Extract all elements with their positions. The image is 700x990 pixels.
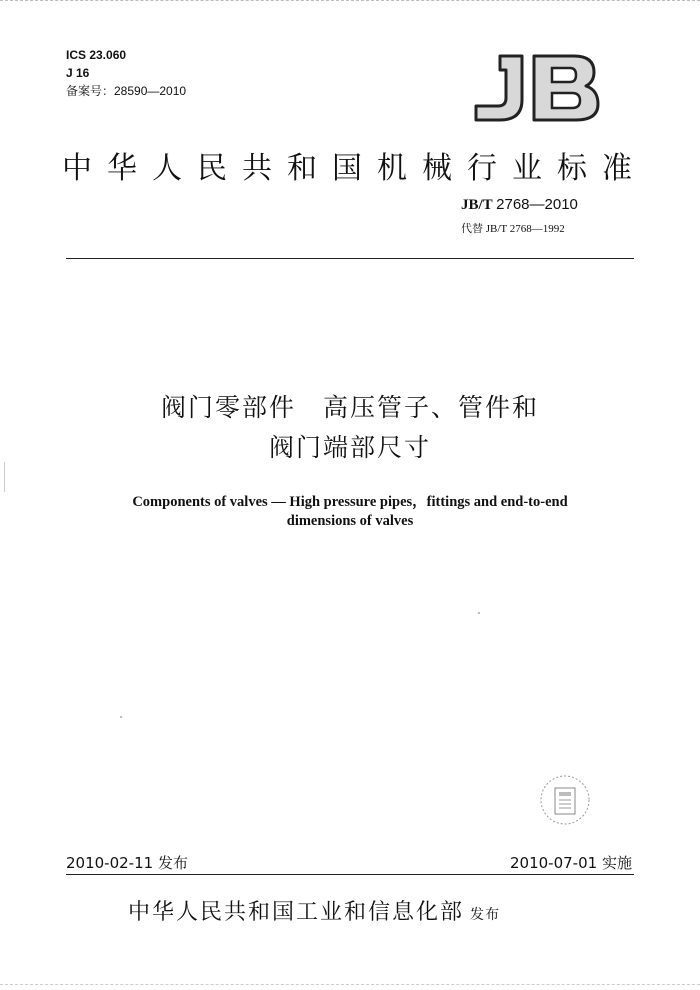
scan-speck xyxy=(478,612,480,614)
header-divider xyxy=(66,258,634,259)
standard-title: 中华人民共和国机械行业标准 xyxy=(62,151,647,186)
publisher-seal-icon xyxy=(537,772,593,828)
standard-code-prefix: JB/T xyxy=(461,197,493,213)
standard-code-number: 2768—2010 xyxy=(496,196,578,213)
scan-edge-mark xyxy=(4,462,5,492)
filing-number: 备案号：28590—2010 xyxy=(66,84,187,98)
publisher xyxy=(128,895,500,926)
scan-speck xyxy=(120,716,122,718)
english-title-line-2: dimensions of valves xyxy=(286,513,414,529)
jb-logo-b xyxy=(534,56,598,120)
footer-divider xyxy=(66,874,634,875)
chinese-title-line-1: 阀门零部件 高压管子、管件和 xyxy=(160,393,539,422)
ics-code: ICS 23.060 xyxy=(66,48,127,62)
scan-bottom-edge xyxy=(0,984,700,985)
standard-code xyxy=(461,196,578,214)
implementation-date: 2010-07-01 实施 xyxy=(510,854,632,872)
issue-date: 2010-02-11 发布 xyxy=(66,854,188,872)
replaces-note: 代替 JB/T 2768—1992 xyxy=(461,223,565,235)
publisher-suffix: 发布 xyxy=(470,907,501,923)
classification-code: J 16 xyxy=(66,66,90,80)
jb-logo-j xyxy=(476,56,522,120)
english-title-line-1: Components of valves — High pressure pipes，fittings and end-to-end xyxy=(132,494,568,510)
chinese-title-line-2: 阀门端部尺寸 xyxy=(268,433,431,462)
publisher-name: 中华人民共和国工业和信息化部 xyxy=(128,900,465,925)
jb-logo xyxy=(470,52,602,124)
scan-top-edge xyxy=(0,0,700,1)
